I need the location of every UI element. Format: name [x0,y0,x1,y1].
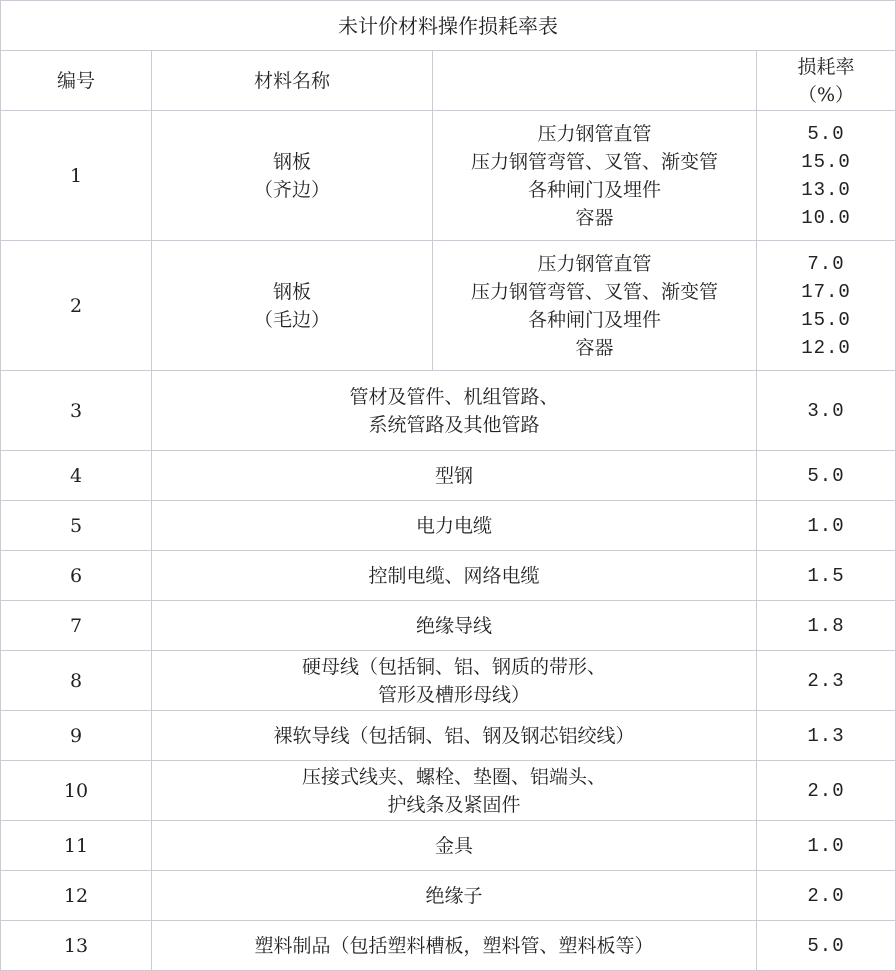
table-row [1,821,896,871]
material-name-cell [152,651,757,711]
material-name-cell: 裸软导线（包括铜、铝、钢及钢芯铝绞线） [152,711,757,761]
loss-rate-value: 2.3 [757,651,896,711]
material-item: 压力钢管弯管、叉管、渐变管 [470,150,718,173]
table-row [1,241,896,371]
row-number: 5 [1,501,152,551]
material-name-line: 压接式线夹、螺栓、垫圈、铝端头、 [301,765,606,788]
row-number: 11 [1,821,152,871]
material-name-line: 系统管路及其他管路 [368,413,540,436]
row-number: 13 [1,921,152,971]
material-name-cell: 绝缘子 [152,871,757,921]
material-name-cell [152,371,757,451]
table-title: 未计价材料操作损耗率表 [1,1,896,51]
loss-rate-cell [757,241,896,371]
loss-rate-value: 1.8 [757,601,896,651]
loss-rate-value: 1.0 [757,501,896,551]
material-name-cell: 电力电缆 [152,501,757,551]
material-group-type: （毛边） [253,308,330,331]
material-name-cell: 绝缘导线 [152,601,757,651]
material-item: 容器 [575,206,614,229]
row-number: 2 [1,241,152,371]
material-item: 各种闸门及埋件 [527,308,661,331]
header-no: 编号 [1,51,152,111]
material-group-cell [152,111,433,241]
material-item: 压力钢管弯管、叉管、渐变管 [470,280,718,303]
table-row [1,371,896,451]
header-blank [433,51,757,111]
material-item: 各种闸门及埋件 [527,178,661,201]
material-group-type: （齐边） [253,178,330,201]
table-row [1,451,896,501]
material-group-name: 钢板 [272,150,311,173]
material-name-cell: 金具 [152,821,757,871]
material-name-line: 管材及管件、机组管路、 [349,385,559,408]
header-material-name: 材料名称 [152,51,433,111]
table-row [1,551,896,601]
loss-rate-cell [757,111,896,241]
material-items-cell [433,111,757,241]
material-name-line: 护线条及紧固件 [387,793,521,816]
header-rate-line2: （%） [797,83,855,106]
material-group-name: 钢板 [272,280,311,303]
table-row [1,651,896,711]
table-row [1,601,896,651]
material-name-line: 管形及槽形母线） [377,683,530,706]
row-number: 9 [1,711,152,761]
table-row [1,501,896,551]
loss-rate-value: 5.0 [757,451,896,501]
loss-rate-value: 5.0 [757,921,896,971]
table-row [1,111,896,241]
loss-rate-value: 2.0 [757,761,896,821]
material-item: 压力钢管直管 [537,122,652,145]
material-group-cell [152,241,433,371]
row-number: 12 [1,871,152,921]
header-row [1,51,896,111]
loss-rate-value: 1.5 [757,551,896,601]
material-name-cell: 控制电缆、网络电缆 [152,551,757,601]
material-name-cell: 型钢 [152,451,757,501]
row-number: 6 [1,551,152,601]
table-row [1,711,896,761]
loss-rate-value: 7.0 [807,252,845,275]
material-item: 容器 [575,336,614,359]
loss-rate-value: 15.0 [801,150,851,173]
material-item: 压力钢管直管 [537,252,652,275]
loss-rate-value: 3.0 [757,371,896,451]
header-loss-rate [757,51,896,111]
row-number: 4 [1,451,152,501]
row-number: 7 [1,601,152,651]
material-name-cell [152,761,757,821]
loss-rate-value: 15.0 [801,308,851,331]
material-items-cell [433,241,757,371]
row-number: 10 [1,761,152,821]
material-name-cell: 塑料制品（包括塑料槽板，塑料管、塑料板等） [152,921,757,971]
loss-rate-value: 13.0 [801,178,851,201]
loss-rate-value: 5.0 [807,122,845,145]
row-number: 3 [1,371,152,451]
loss-rate-value: 1.3 [757,711,896,761]
loss-rate-value: 12.0 [801,336,851,359]
row-number: 1 [1,111,152,241]
material-name-line: 硬母线（包括铜、铝、钢质的带形、 [301,655,606,678]
table-row [1,761,896,821]
loss-rate-value: 1.0 [757,821,896,871]
row-number: 8 [1,651,152,711]
loss-rate-value: 10.0 [801,206,851,229]
loss-rate-value: 2.0 [757,871,896,921]
table-row [1,921,896,971]
header-rate-line1: 损耗率 [797,55,855,78]
table-row [1,871,896,921]
loss-rate-value: 17.0 [801,280,851,303]
